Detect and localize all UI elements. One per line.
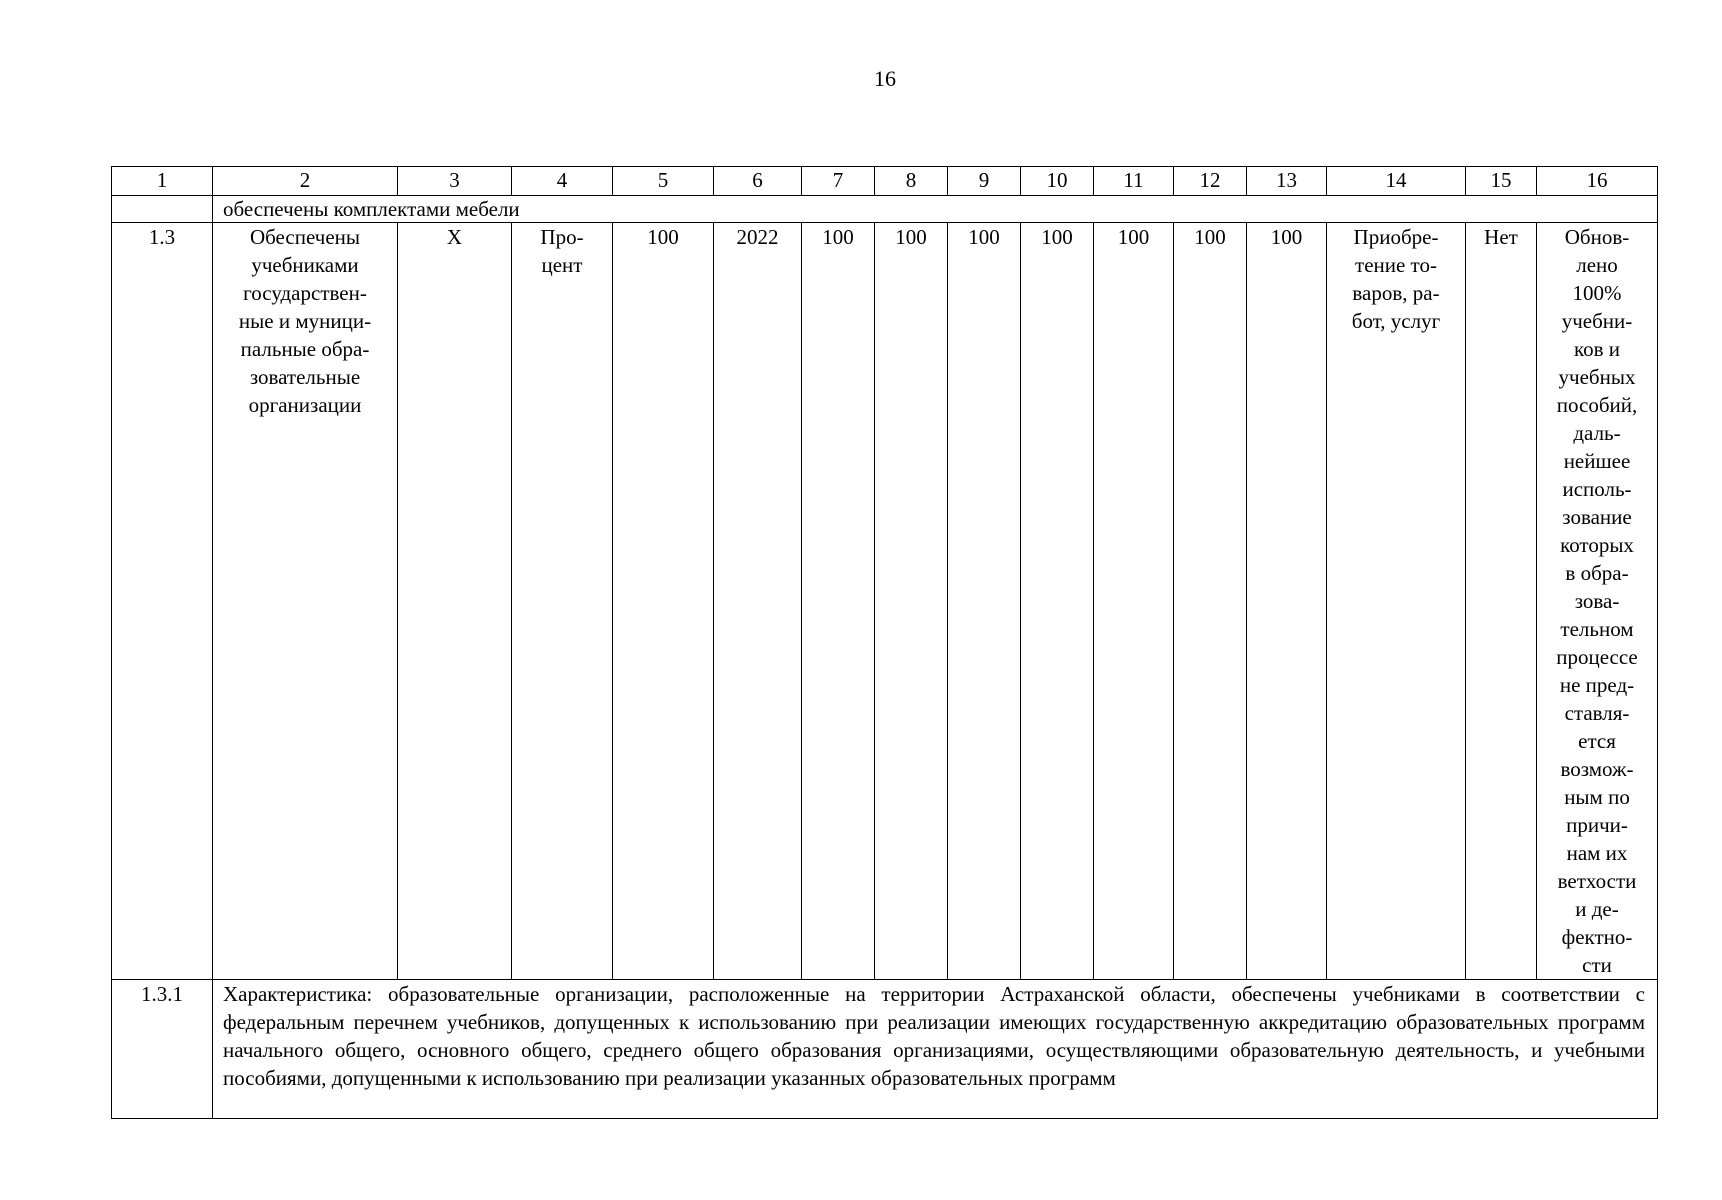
table-cell: 100 xyxy=(802,223,875,980)
indicator-table xyxy=(111,166,1658,1119)
unit-cell: Про- цент xyxy=(512,223,613,980)
header-cell: 5 xyxy=(613,167,714,196)
table-cell: 100 xyxy=(875,223,948,980)
header-cell: 10 xyxy=(1021,167,1094,196)
continuation-text: обеспечены комплектами мебели xyxy=(213,196,1658,223)
table-row-1-3-1 xyxy=(112,980,1658,1119)
header-cell: 12 xyxy=(1174,167,1247,196)
comment-cell: Обнов- лено 100% учебни- ков и учебных пособий, даль- нейшее исполь- зование которых в обра- зова- тельном процессе не пред- ставля- ется возмож- ным по причи- нам их ветхости и де- фектно- сти xyxy=(1537,223,1658,980)
table-cell: 100 xyxy=(1094,223,1174,980)
table-cell: Нет xyxy=(1466,223,1537,980)
header-cell: 8 xyxy=(875,167,948,196)
header-cell: 11 xyxy=(1094,167,1174,196)
header-cell: 15 xyxy=(1466,167,1537,196)
table-cell-empty xyxy=(112,196,213,223)
table-cell: 2022 xyxy=(714,223,802,980)
header-cell: 6 xyxy=(714,167,802,196)
header-cell: 3 xyxy=(398,167,512,196)
header-cell: 4 xyxy=(512,167,613,196)
table-cell: 100 xyxy=(1174,223,1247,980)
table-cell: 100 xyxy=(1247,223,1327,980)
type-cell: Приобре- тение то- варов, ра- бот, услуг xyxy=(1327,223,1466,980)
page-number: 16 xyxy=(874,66,896,91)
header-cell: 7 xyxy=(802,167,875,196)
header-cell: 2 xyxy=(213,167,398,196)
characteristic-text: Характеристика: образовательные организации, расположенные на территории Астраханской области, обеспечены учебниками в соответствии с федеральным перечнем учебников, допущенных к использованию при реализации имеющих государственную аккредитацию образовательных программ начального общего, основного общего, среднего общего образования организациями, осуществляющими образовательную деятельность, и учебными пособиями, допущенными к использованию при реализации указанных образовательных программ xyxy=(213,980,1658,1119)
row-number: 1.3 xyxy=(112,223,213,980)
header-cell: 9 xyxy=(948,167,1021,196)
table-row-1-3 xyxy=(112,223,1658,980)
table-cell: 100 xyxy=(613,223,714,980)
header-cell: 13 xyxy=(1247,167,1327,196)
header-cell: 1 xyxy=(112,167,213,196)
table-cell: 100 xyxy=(948,223,1021,980)
table-row-continuation xyxy=(112,196,1658,223)
row-number: 1.3.1 xyxy=(112,980,213,1119)
table-header-row xyxy=(112,167,1658,196)
header-cell: 16 xyxy=(1537,167,1658,196)
table-cell: X xyxy=(398,223,512,980)
indicator-name: Обеспечены учебниками государствен- ные и муници- пальные обра- зовательные организации xyxy=(213,223,398,980)
header-cell: 14 xyxy=(1327,167,1466,196)
table-cell: 100 xyxy=(1021,223,1094,980)
